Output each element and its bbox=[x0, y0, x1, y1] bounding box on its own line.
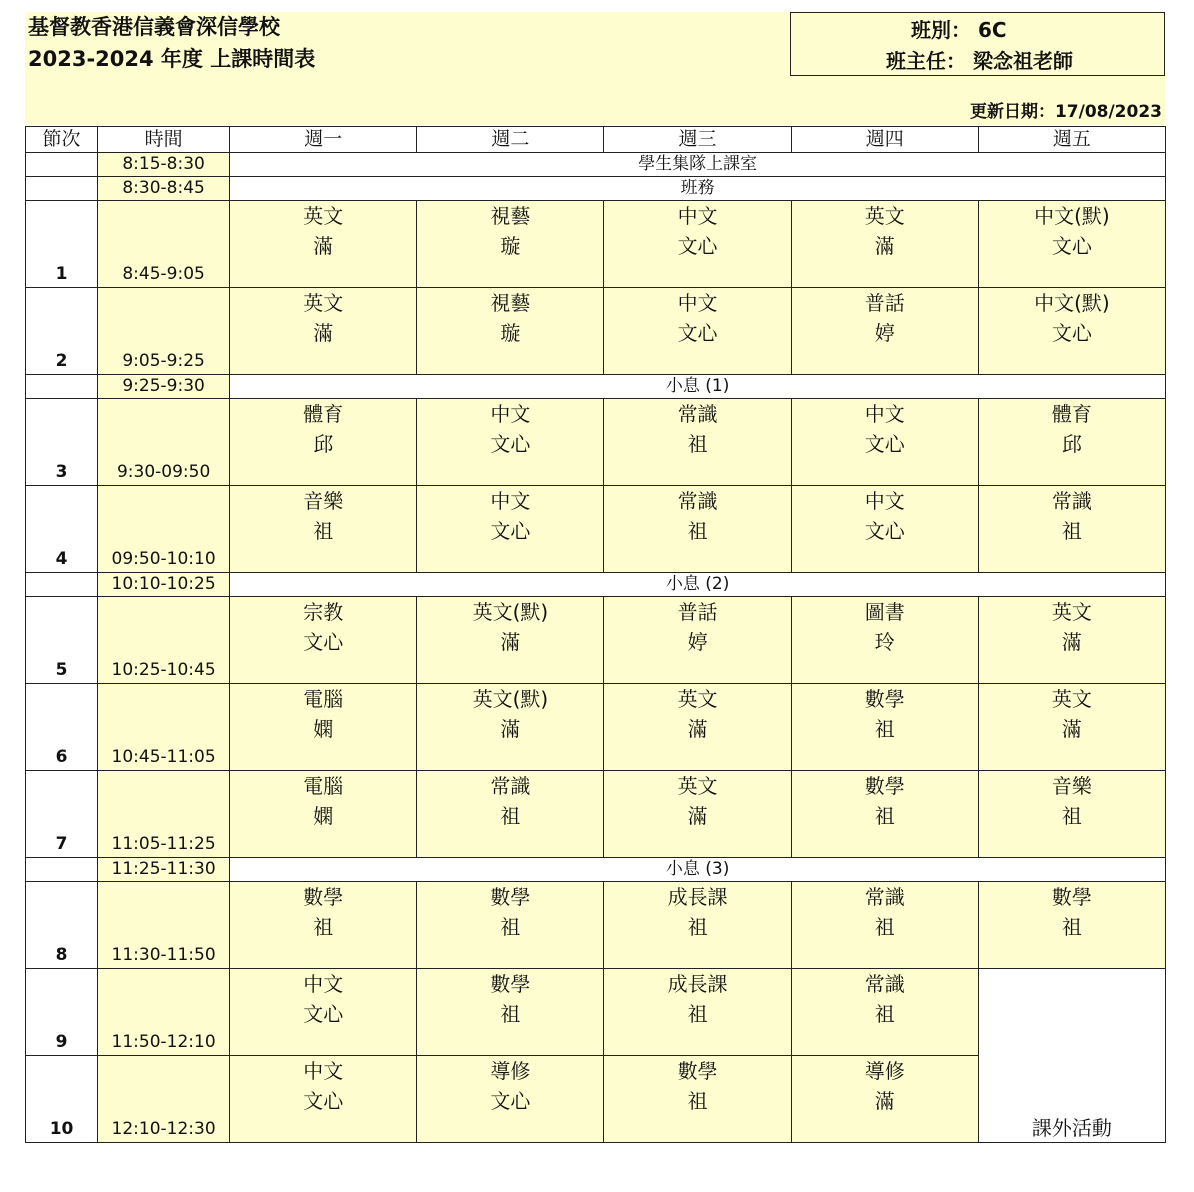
break-row bbox=[26, 177, 1166, 201]
period-number: 3 bbox=[26, 399, 98, 486]
teacher-name: 祖 bbox=[500, 804, 521, 828]
lesson-time: 8:45-9:05 bbox=[98, 201, 230, 288]
break-row bbox=[26, 375, 1166, 399]
lesson-row bbox=[26, 201, 1166, 288]
teacher-name: 祖 bbox=[1061, 915, 1082, 939]
lesson-cell bbox=[604, 1056, 791, 1143]
class-label: 班別： 6C bbox=[911, 18, 1007, 42]
subject-name: 中文 bbox=[677, 204, 718, 228]
lesson-cell bbox=[791, 882, 978, 969]
subject-name: 中文 bbox=[677, 291, 718, 315]
subject-name: 常識 bbox=[1051, 489, 1092, 513]
subject-name: 中文 bbox=[490, 489, 531, 513]
subject-name: 宗教 bbox=[303, 600, 344, 624]
lesson-cell bbox=[791, 288, 978, 375]
subject-name: 常識 bbox=[677, 489, 718, 513]
teacher-name: 祖 bbox=[1061, 519, 1082, 543]
break-row bbox=[26, 153, 1166, 177]
teacher-name: 祖 bbox=[874, 915, 895, 939]
lesson-time: 11:30-11:50 bbox=[98, 882, 230, 969]
break-period-cell bbox=[26, 375, 98, 399]
teacher-name: 滿 bbox=[1061, 630, 1082, 654]
lesson-cell bbox=[417, 201, 604, 288]
period-number: 1 bbox=[26, 201, 98, 288]
updated-date: 更新日期：17/08/2023 bbox=[969, 102, 1162, 122]
lesson-cell bbox=[417, 882, 604, 969]
lesson-row bbox=[26, 486, 1166, 573]
lesson-cell bbox=[230, 684, 417, 771]
lesson-cell bbox=[230, 882, 417, 969]
col-header-period: 節次 bbox=[26, 127, 98, 153]
subject-name: 普話 bbox=[864, 291, 905, 315]
lesson-cell bbox=[978, 684, 1165, 771]
teacher-name: 文心 bbox=[677, 321, 718, 345]
timetable-title: 2023-2024 年度 上課時間表 bbox=[28, 47, 316, 71]
teacher-name: 文心 bbox=[677, 234, 718, 258]
subject-name: 導修 bbox=[490, 1059, 531, 1083]
subject-name: 英文 bbox=[677, 774, 718, 798]
break-time: 11:25-11:30 bbox=[98, 858, 230, 882]
period-number: 8 bbox=[26, 882, 98, 969]
col-header-time: 時間 bbox=[98, 127, 230, 153]
subject-name: 數學 bbox=[490, 972, 531, 996]
subject-name: 數學 bbox=[303, 885, 344, 909]
teacher-name: 嫻 bbox=[313, 717, 334, 741]
subject-name: 電腦 bbox=[303, 774, 344, 798]
teacher-name: 滿 bbox=[687, 804, 708, 828]
subject-name: 中文 bbox=[864, 489, 905, 513]
teacher-name: 婷 bbox=[687, 630, 708, 654]
teacher-name: 祖 bbox=[874, 717, 895, 741]
school-name: 基督教香港信義會深信學校 bbox=[28, 15, 280, 39]
lesson-time: 11:05-11:25 bbox=[98, 771, 230, 858]
extracurricular-cell: 課外活動 bbox=[978, 969, 1165, 1143]
lesson-cell bbox=[978, 771, 1165, 858]
col-header-fri: 週五 bbox=[978, 127, 1165, 153]
teacher-name: 邱 bbox=[1061, 432, 1082, 456]
break-label: 小息 (1) bbox=[230, 375, 1166, 399]
lesson-cell bbox=[604, 597, 791, 684]
teacher-name: 滿 bbox=[874, 234, 895, 258]
period-number: 4 bbox=[26, 486, 98, 573]
lesson-row bbox=[26, 399, 1166, 486]
break-period-cell bbox=[26, 177, 98, 201]
lesson-cell bbox=[230, 399, 417, 486]
lesson-cell bbox=[604, 771, 791, 858]
subject-name: 英文 bbox=[1051, 600, 1092, 624]
break-period-cell bbox=[26, 153, 98, 177]
subject-name: 數學 bbox=[1051, 885, 1092, 909]
lesson-cell bbox=[230, 288, 417, 375]
break-label: 小息 (2) bbox=[230, 573, 1166, 597]
teacher-name: 文心 bbox=[864, 432, 905, 456]
lesson-row bbox=[26, 684, 1166, 771]
lesson-cell bbox=[417, 1056, 604, 1143]
break-period-cell bbox=[26, 573, 98, 597]
lesson-cell bbox=[230, 771, 417, 858]
subject-name: 英文 bbox=[303, 291, 344, 315]
teacher-name: 玲 bbox=[874, 630, 895, 654]
break-label: 小息 (3) bbox=[230, 858, 1166, 882]
subject-name: 中文(默) bbox=[1034, 291, 1110, 315]
lesson-cell bbox=[604, 201, 791, 288]
subject-name: 數學 bbox=[490, 885, 531, 909]
break-row bbox=[26, 858, 1166, 882]
subject-name: 常識 bbox=[490, 774, 531, 798]
subject-name: 中文 bbox=[490, 402, 531, 426]
teacher-name: 祖 bbox=[313, 915, 334, 939]
break-row bbox=[26, 573, 1166, 597]
break-time: 9:25-9:30 bbox=[98, 375, 230, 399]
lesson-row bbox=[26, 882, 1166, 969]
subject-name: 中文 bbox=[864, 402, 905, 426]
lesson-cell bbox=[791, 969, 978, 1056]
lesson-time: 9:30-09:50 bbox=[98, 399, 230, 486]
teacher-name: 邱 bbox=[313, 432, 334, 456]
class-info-box bbox=[790, 12, 1165, 76]
period-number: 2 bbox=[26, 288, 98, 375]
break-time: 8:30-8:45 bbox=[98, 177, 230, 201]
break-period-cell bbox=[26, 858, 98, 882]
subject-name: 數學 bbox=[677, 1059, 718, 1083]
subject-name: 數學 bbox=[864, 687, 905, 711]
teacher-name: 滿 bbox=[500, 717, 521, 741]
lesson-row bbox=[26, 969, 1166, 1056]
teacher-name: 祖 bbox=[687, 1002, 708, 1026]
teacher-name: 滿 bbox=[687, 717, 708, 741]
period-number: 6 bbox=[26, 684, 98, 771]
lesson-cell bbox=[230, 486, 417, 573]
break-label: 學生集隊上課室 bbox=[230, 153, 1166, 177]
period-number: 10 bbox=[26, 1056, 98, 1143]
lesson-cell bbox=[604, 288, 791, 375]
lesson-cell bbox=[791, 486, 978, 573]
subject-name: 音樂 bbox=[303, 489, 344, 513]
lesson-time: 10:45-11:05 bbox=[98, 684, 230, 771]
lesson-time: 11:50-12:10 bbox=[98, 969, 230, 1056]
lesson-time: 10:25-10:45 bbox=[98, 597, 230, 684]
lesson-cell bbox=[230, 969, 417, 1056]
lesson-cell bbox=[230, 201, 417, 288]
period-number: 7 bbox=[26, 771, 98, 858]
teacher-name: 祖 bbox=[687, 519, 708, 543]
subject-name: 中文 bbox=[303, 972, 344, 996]
lesson-cell bbox=[791, 1056, 978, 1143]
subject-name: 普話 bbox=[677, 600, 718, 624]
subject-name: 常識 bbox=[864, 972, 905, 996]
teacher-name: 文心 bbox=[1051, 234, 1092, 258]
lesson-cell bbox=[604, 399, 791, 486]
teacher-name: 祖 bbox=[687, 1089, 708, 1113]
lesson-cell bbox=[791, 597, 978, 684]
subject-name: 圖書 bbox=[864, 600, 905, 624]
teacher-name: 璇 bbox=[500, 321, 521, 345]
teacher-name: 滿 bbox=[500, 630, 521, 654]
lesson-time: 12:10-12:30 bbox=[98, 1056, 230, 1143]
teacher-name: 祖 bbox=[874, 804, 895, 828]
lesson-row bbox=[26, 288, 1166, 375]
teacher-name: 婷 bbox=[874, 321, 895, 345]
lesson-cell bbox=[604, 882, 791, 969]
subject-name: 英文 bbox=[677, 687, 718, 711]
period-number: 9 bbox=[26, 969, 98, 1056]
teacher-name: 文心 bbox=[490, 1089, 531, 1113]
subject-name: 視藝 bbox=[490, 291, 531, 315]
lesson-cell bbox=[604, 969, 791, 1056]
timetable bbox=[25, 126, 1166, 1143]
lesson-cell bbox=[230, 1056, 417, 1143]
teacher-name: 祖 bbox=[500, 1002, 521, 1026]
teacher-name: 祖 bbox=[313, 519, 334, 543]
teacher-name: 滿 bbox=[1061, 717, 1082, 741]
lesson-cell bbox=[978, 399, 1165, 486]
lesson-cell bbox=[791, 684, 978, 771]
teacher-name: 文心 bbox=[303, 1089, 344, 1113]
lesson-cell bbox=[791, 201, 978, 288]
subject-name: 體育 bbox=[1051, 402, 1092, 426]
break-label: 班務 bbox=[230, 177, 1166, 201]
col-header-thu: 週四 bbox=[791, 127, 978, 153]
lesson-cell bbox=[978, 288, 1165, 375]
subject-name: 成長課 bbox=[667, 972, 728, 996]
teacher-name: 祖 bbox=[874, 1002, 895, 1026]
lesson-row bbox=[26, 771, 1166, 858]
lesson-cell bbox=[417, 969, 604, 1056]
subject-name: 音樂 bbox=[1051, 774, 1092, 798]
teacher-name: 祖 bbox=[687, 915, 708, 939]
teacher-name: 嫻 bbox=[313, 804, 334, 828]
col-header-wed: 週三 bbox=[604, 127, 791, 153]
teacher-name: 滿 bbox=[313, 234, 334, 258]
lesson-cell bbox=[604, 684, 791, 771]
lesson-time: 09:50-10:10 bbox=[98, 486, 230, 573]
lesson-cell bbox=[417, 288, 604, 375]
teacher-name: 文心 bbox=[490, 519, 531, 543]
subject-name: 導修 bbox=[864, 1059, 905, 1083]
teacher-name: 文心 bbox=[864, 519, 905, 543]
col-header-tue: 週二 bbox=[417, 127, 604, 153]
period-number: 5 bbox=[26, 597, 98, 684]
subject-name: 常識 bbox=[677, 402, 718, 426]
subject-name: 中文(默) bbox=[1034, 204, 1110, 228]
subject-name: 體育 bbox=[303, 402, 344, 426]
teacher-name: 文心 bbox=[303, 630, 344, 654]
teacher-name: 文心 bbox=[490, 432, 531, 456]
subject-name: 常識 bbox=[864, 885, 905, 909]
lesson-cell bbox=[417, 399, 604, 486]
subject-name: 英文 bbox=[1051, 687, 1092, 711]
subject-name: 視藝 bbox=[490, 204, 531, 228]
lesson-cell bbox=[978, 486, 1165, 573]
lesson-row bbox=[26, 597, 1166, 684]
lesson-cell bbox=[417, 684, 604, 771]
teacher-name: 滿 bbox=[874, 1089, 895, 1113]
subject-name: 英文(默) bbox=[472, 600, 549, 624]
teacher-name: 文心 bbox=[1051, 321, 1092, 345]
subject-name: 成長課 bbox=[667, 885, 728, 909]
teacher-name: 祖 bbox=[1061, 804, 1082, 828]
teacher-name: 滿 bbox=[313, 321, 334, 345]
teacher-name: 文心 bbox=[303, 1002, 344, 1026]
lesson-cell bbox=[978, 882, 1165, 969]
subject-name: 英文(默) bbox=[472, 687, 549, 711]
subject-name: 中文 bbox=[303, 1059, 344, 1083]
subject-name: 數學 bbox=[864, 774, 905, 798]
lesson-cell bbox=[230, 597, 417, 684]
teacher-name: 祖 bbox=[687, 432, 708, 456]
class-teacher-label: 班主任： 梁念祖老師 bbox=[886, 49, 1073, 73]
subject-name: 英文 bbox=[303, 204, 344, 228]
teacher-name: 璇 bbox=[500, 234, 521, 258]
lesson-cell bbox=[978, 597, 1165, 684]
lesson-cell bbox=[791, 771, 978, 858]
lesson-cell bbox=[417, 597, 604, 684]
lesson-cell bbox=[791, 399, 978, 486]
lesson-cell bbox=[417, 486, 604, 573]
lesson-time: 9:05-9:25 bbox=[98, 288, 230, 375]
subject-name: 電腦 bbox=[303, 687, 344, 711]
break-time: 10:10-10:25 bbox=[98, 573, 230, 597]
lesson-cell bbox=[604, 486, 791, 573]
subject-name: 英文 bbox=[864, 204, 905, 228]
lesson-cell bbox=[978, 201, 1165, 288]
break-time: 8:15-8:30 bbox=[98, 153, 230, 177]
lesson-cell bbox=[417, 771, 604, 858]
teacher-name: 祖 bbox=[500, 915, 521, 939]
header-row bbox=[26, 127, 1166, 153]
col-header-mon: 週一 bbox=[230, 127, 417, 153]
